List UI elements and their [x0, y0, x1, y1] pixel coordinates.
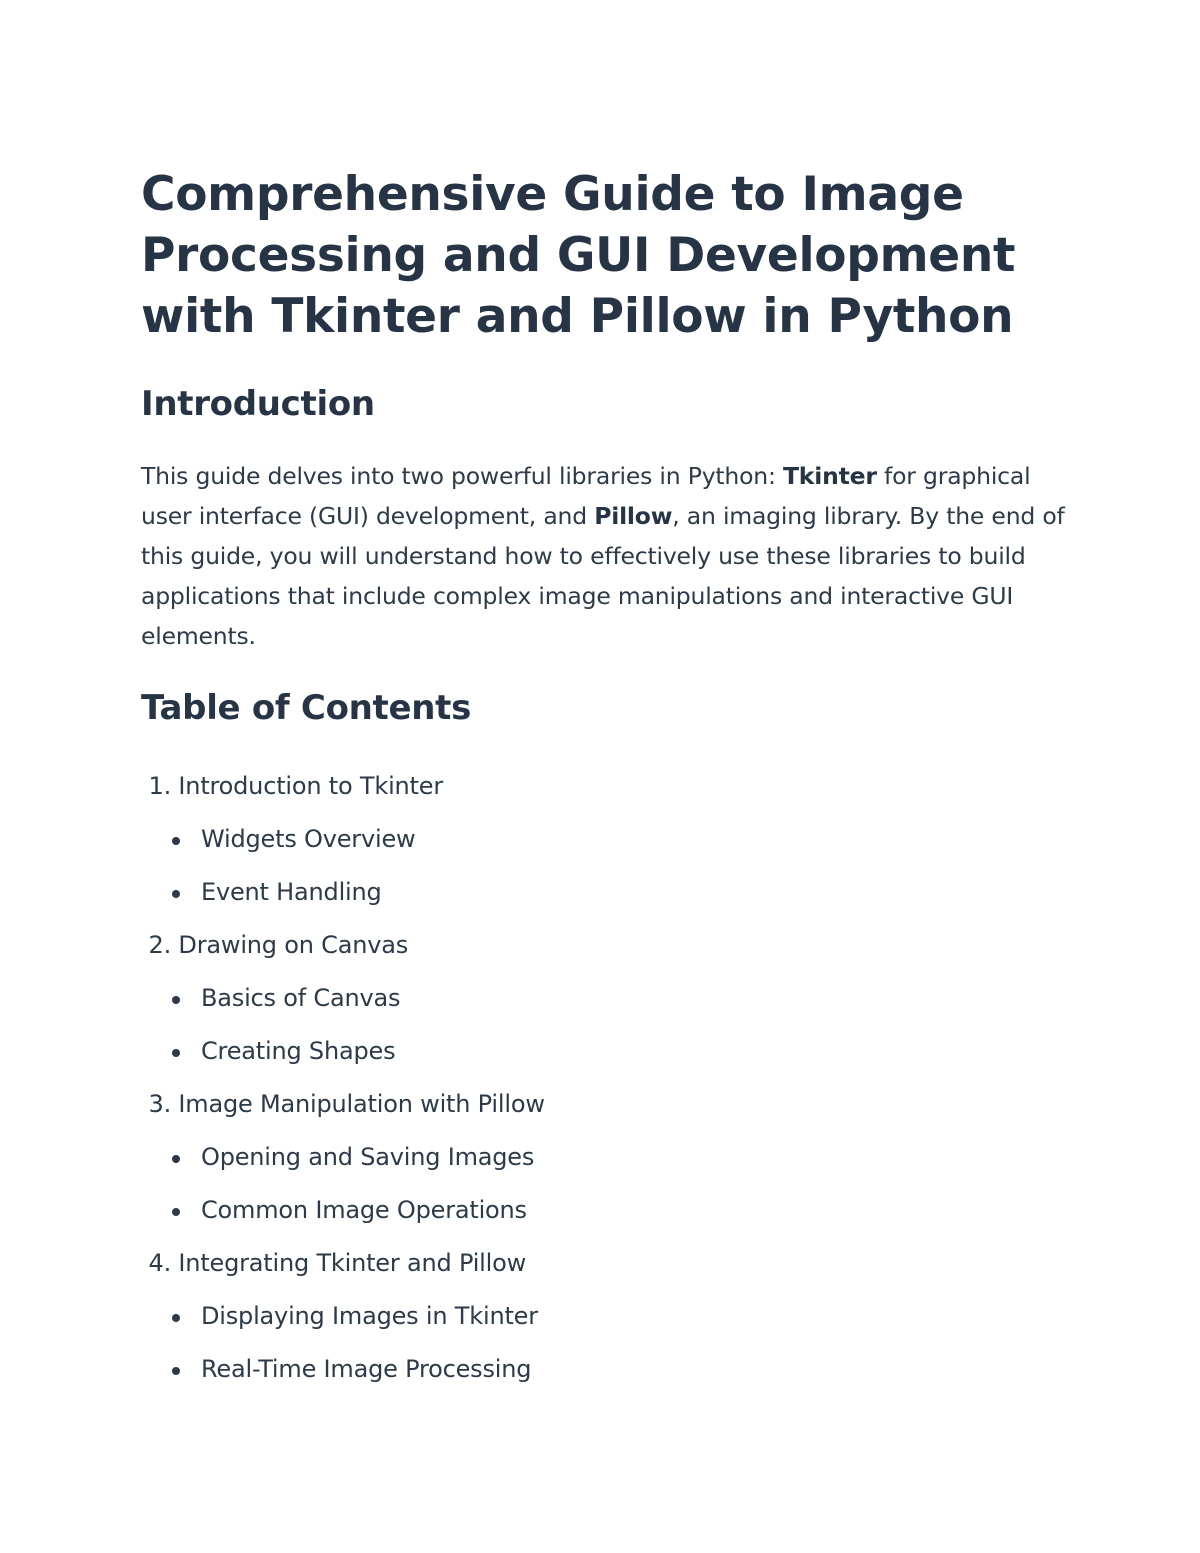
- toc-sublist: [141, 1131, 1071, 1237]
- toc-item-label: Drawing on Canvas: [171, 931, 409, 959]
- table-of-contents: [141, 760, 1071, 1396]
- toc-sublist: [141, 1290, 1071, 1396]
- toc-subitem: [141, 972, 1071, 1025]
- bullet-icon: [172, 996, 180, 1004]
- toc-subitem-label: Displaying Images in Tkinter: [201, 1302, 538, 1330]
- toc-subitem: [141, 813, 1071, 866]
- toc-subitem-label: Widgets Overview: [201, 825, 416, 853]
- introduction-paragraph: [141, 456, 1071, 656]
- toc-heading: Table of Contents: [141, 688, 472, 728]
- toc-item-4: [141, 1237, 1071, 1396]
- intro-text-2: for graphical user interface (GUI) development, and: [141, 462, 1031, 530]
- toc-item-number: 1.: [148, 772, 171, 800]
- toc-subitem-label: Opening and Saving Images: [201, 1143, 535, 1171]
- toc-item-label: Introduction to Tkinter: [171, 772, 443, 800]
- introduction-heading: Introduction: [141, 384, 375, 424]
- toc-sublist: [141, 972, 1071, 1078]
- toc-subitem: [141, 1343, 1071, 1396]
- document-page: [141, 164, 1071, 1396]
- bullet-icon: [172, 890, 180, 898]
- toc-subitem-label: Real-Time Image Processing: [201, 1355, 532, 1383]
- bullet-icon: [172, 1314, 180, 1322]
- toc-item-1: [141, 760, 1071, 919]
- toc-subitem: [141, 1184, 1071, 1237]
- toc-subitem: [141, 1131, 1071, 1184]
- intro-text-1: This guide delves into two powerful libraries in Python:: [141, 462, 783, 490]
- toc-subitem-label: Creating Shapes: [201, 1037, 396, 1065]
- document-title: Comprehensive Guide to Image Processing and GUI Development with Tkinter and Pillow in Python: [141, 167, 1016, 344]
- intro-bold-pillow: Pillow: [594, 502, 673, 530]
- bullet-icon: [172, 837, 180, 845]
- bullet-icon: [172, 1208, 180, 1216]
- toc-item-number: 4.: [148, 1249, 171, 1277]
- toc-item-3: [141, 1078, 1071, 1237]
- toc-subitem: [141, 1025, 1071, 1078]
- toc-item-number: 3.: [148, 1090, 171, 1118]
- toc-sublist: [141, 813, 1071, 919]
- toc-subitem-label: Event Handling: [201, 878, 382, 906]
- toc-item-label: Integrating Tkinter and Pillow: [171, 1249, 527, 1277]
- intro-bold-tkinter: Tkinter: [782, 462, 877, 490]
- bullet-icon: [172, 1049, 180, 1057]
- toc-item-2: [141, 919, 1071, 1078]
- toc-item-label: Image Manipulation with Pillow: [171, 1090, 545, 1118]
- toc-subitem-label: Common Image Operations: [201, 1196, 527, 1224]
- intro-text-3: , an imaging library. By the end of this guide, you will understand how to effectively use these libraries to build applications that include complex image manipulations and interactive GUI elements.: [141, 502, 1065, 650]
- toc-subitem: [141, 1290, 1071, 1343]
- toc-item-number: 2.: [148, 931, 171, 959]
- bullet-icon: [172, 1155, 180, 1163]
- toc-subitem: [141, 866, 1071, 919]
- toc-subitem-label: Basics of Canvas: [201, 984, 401, 1012]
- bullet-icon: [172, 1367, 180, 1375]
